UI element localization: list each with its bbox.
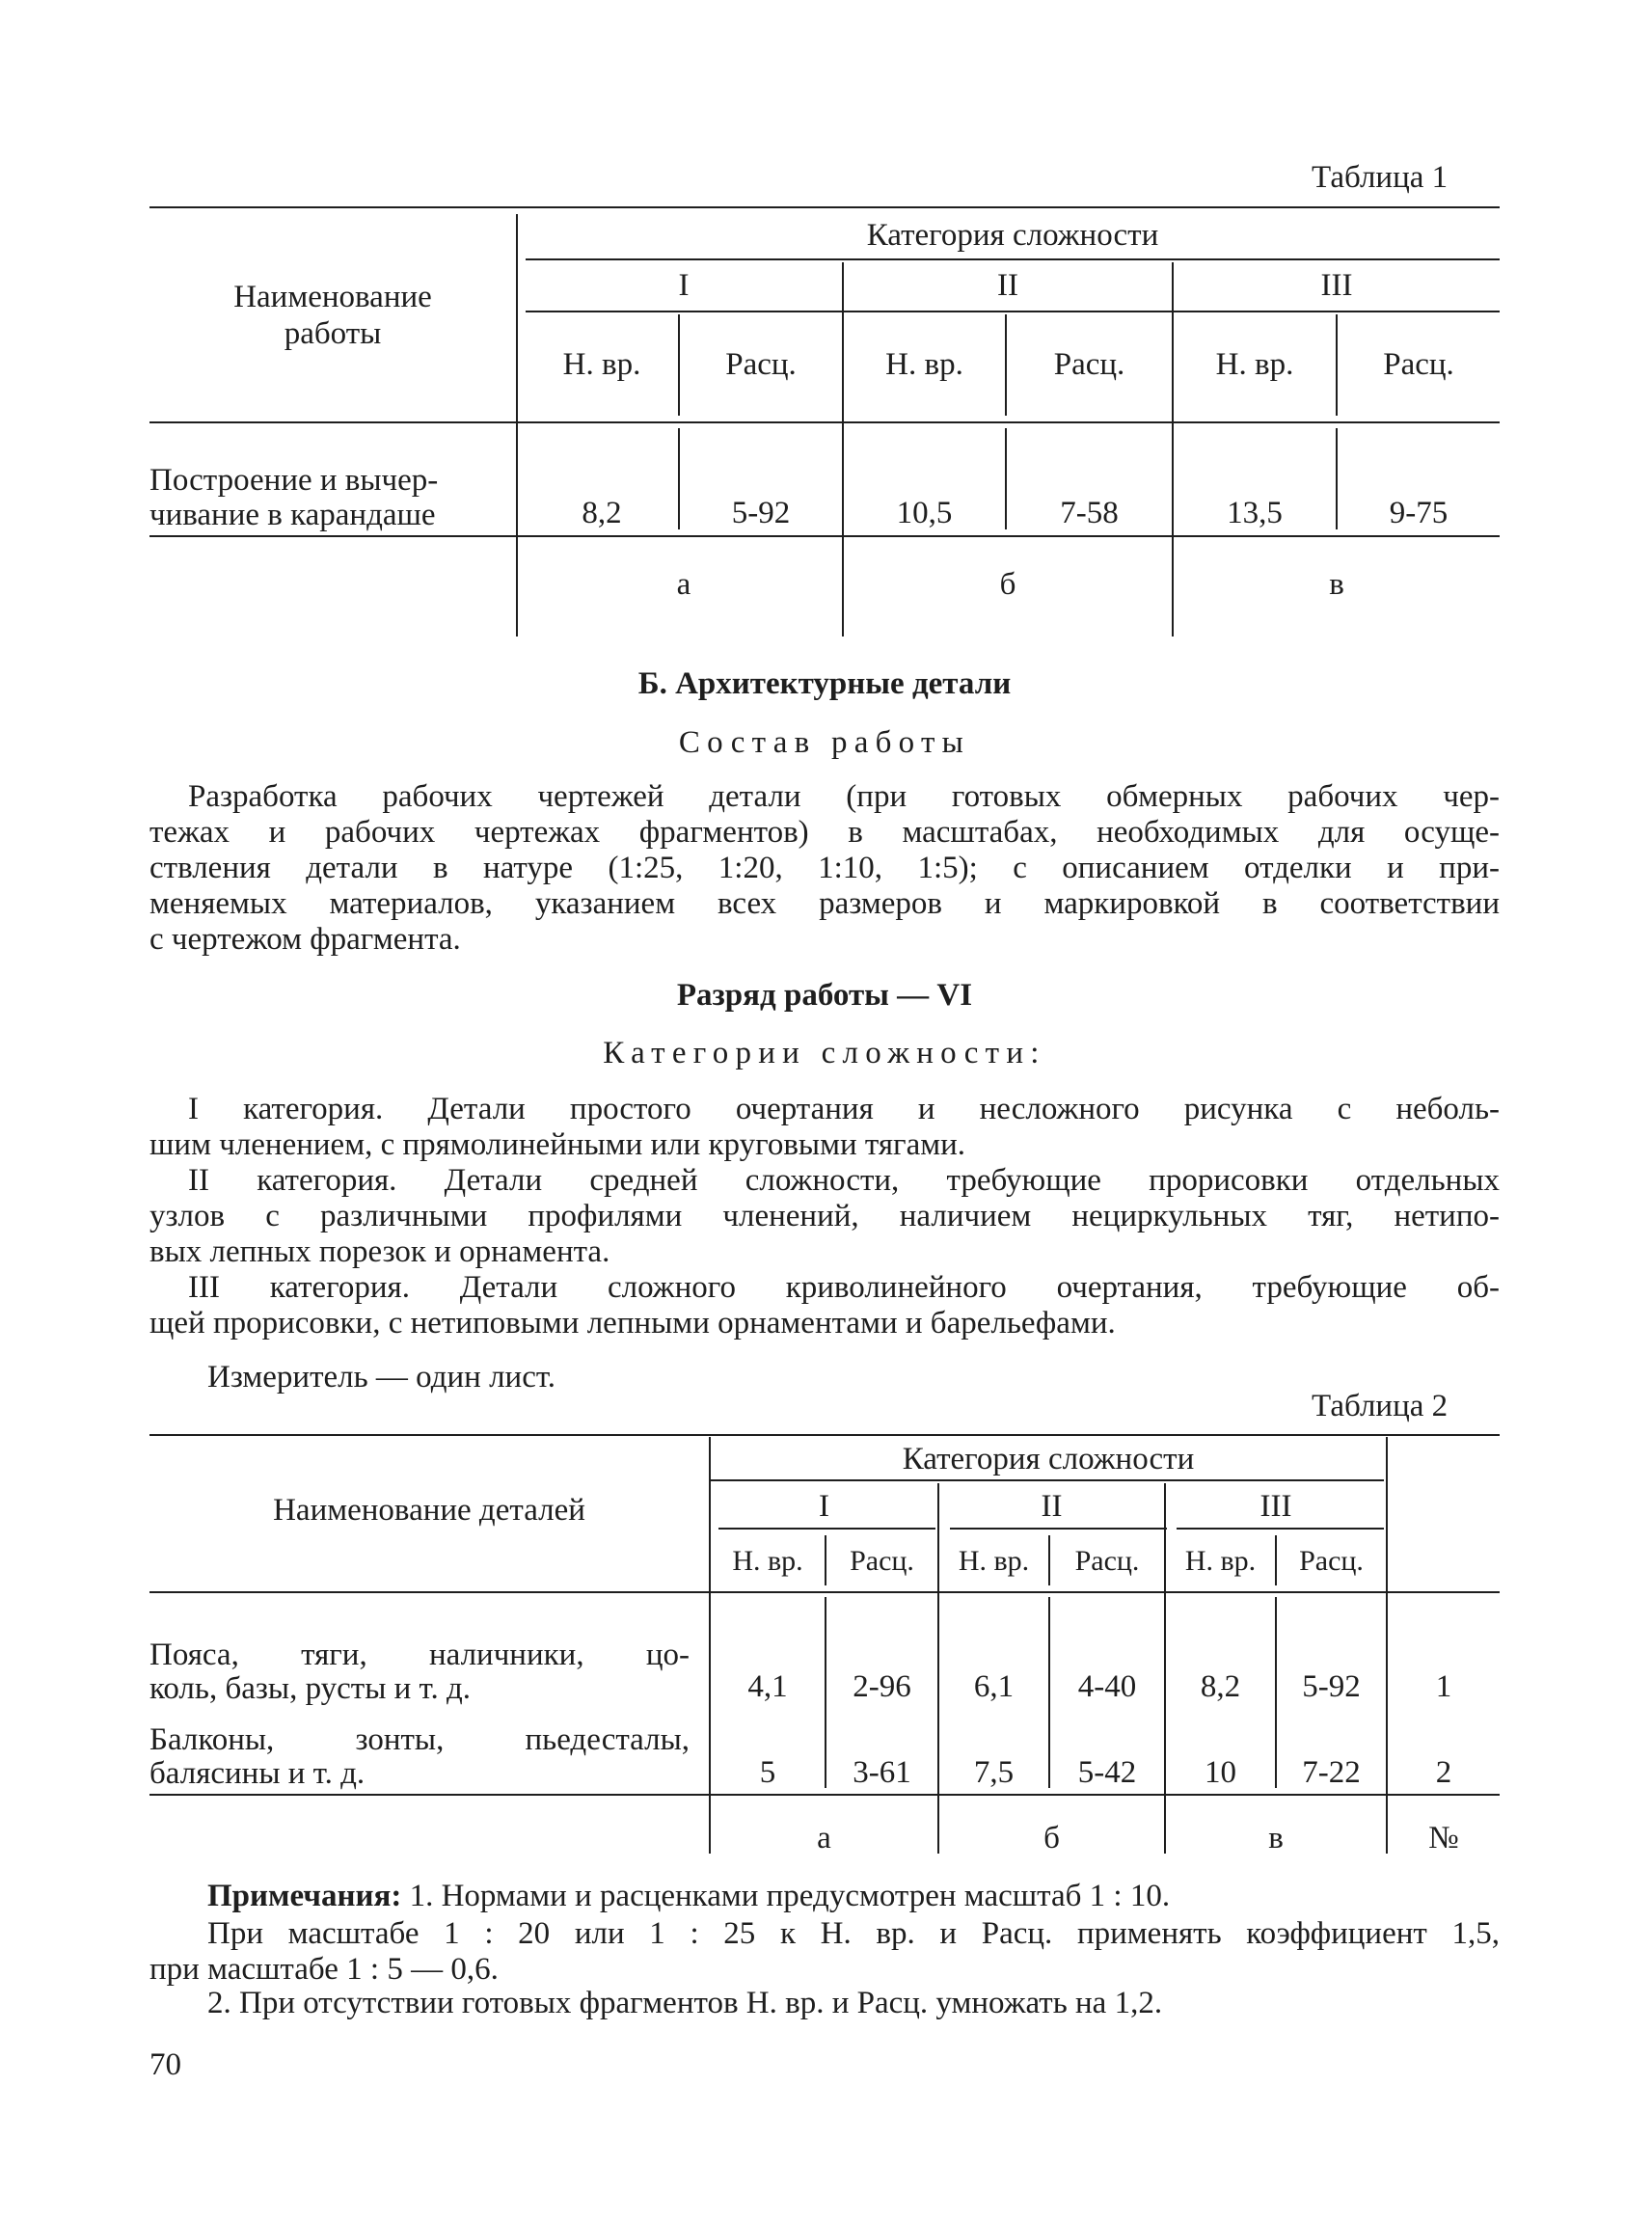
table2-row-number: 1 bbox=[1435, 1669, 1452, 1704]
table1-top-rule bbox=[149, 206, 1500, 208]
page-number: 70 bbox=[149, 2047, 181, 2082]
table1-body-rule bbox=[149, 535, 1500, 537]
table1-footer-letter: б bbox=[999, 567, 1016, 602]
grade: Разряд работы — VI bbox=[676, 978, 973, 1013]
table1-cell: 5-92 bbox=[731, 496, 791, 530]
table2-vrule bbox=[1386, 1437, 1388, 1854]
note-line: 2. При отсутствии готовых фрагментов Н. вр. и Расц. умножать на 1,2. bbox=[207, 1986, 1163, 2020]
table2-level-rule bbox=[1177, 1528, 1384, 1530]
table1-caption: Таблица 1 bbox=[1312, 160, 1449, 195]
table2-name-header: Наименование деталей bbox=[273, 1493, 585, 1528]
table1-subheader: Расц. bbox=[1053, 347, 1125, 382]
table2-cell: 4-40 bbox=[1077, 1669, 1137, 1704]
note-line: При масштабе 1 : 20 или 1 : 25 к Н. вр. и Расц. применять коэффициент 1,5, bbox=[207, 1916, 1500, 1951]
table2-cell: 10 bbox=[1205, 1755, 1236, 1790]
table2-subheader: Расц. bbox=[1299, 1545, 1364, 1577]
table2-row-name: коль, базы, русты и т. д. bbox=[149, 1671, 472, 1706]
table2-category-rule bbox=[709, 1479, 1384, 1481]
table1-subheader: Расц. bbox=[1383, 347, 1454, 382]
table2-row-name: Балконы, зонты, пьедесталы, bbox=[149, 1722, 690, 1757]
table1-cell: 10,5 bbox=[896, 496, 953, 530]
table2-footer-number-label: № bbox=[1428, 1821, 1459, 1855]
note-line: при масштабе 1 : 5 — 0,6. bbox=[149, 1952, 499, 1987]
notes-label: Примечания: bbox=[207, 1879, 402, 1913]
table2-footer-letter: б bbox=[1043, 1821, 1060, 1855]
table2-subheader: Н. вр. bbox=[732, 1545, 803, 1577]
table2-cell: 4,1 bbox=[747, 1669, 788, 1704]
table2-cell: 5-92 bbox=[1302, 1669, 1361, 1704]
table2-cell: 8,2 bbox=[1200, 1669, 1241, 1704]
table2-cell: 5 bbox=[759, 1755, 776, 1790]
table2-category-level: III bbox=[1259, 1489, 1292, 1524]
table2-subheader: Расц. bbox=[1074, 1545, 1140, 1577]
table2-cell: 5-42 bbox=[1077, 1755, 1137, 1790]
table1-subheader: Н. вр. bbox=[1215, 347, 1294, 382]
table2-row-number: 2 bbox=[1435, 1755, 1452, 1790]
table1-vrule bbox=[516, 214, 518, 637]
table2-subheader: Н. вр. bbox=[1184, 1545, 1257, 1577]
table2-row-name: балясины и т. д. bbox=[149, 1756, 366, 1791]
table2-category-header: Категория сложности bbox=[902, 1442, 1195, 1476]
table2-category-level: II bbox=[1041, 1489, 1063, 1524]
table1-subheader: Расц. bbox=[725, 347, 797, 382]
table1-cell: 7-58 bbox=[1060, 496, 1119, 530]
table2-body-rule bbox=[149, 1794, 1500, 1796]
table1-subheader: Н. вр. bbox=[885, 347, 963, 382]
table1-row-name: Построение и вычер- bbox=[149, 463, 439, 498]
table2-vrule bbox=[937, 1483, 939, 1854]
table2-subheader: Расц. bbox=[850, 1545, 914, 1577]
table2-top-rule bbox=[149, 1434, 1500, 1436]
table1-level-rule bbox=[526, 311, 1500, 312]
table2-footer-letter: в bbox=[1268, 1821, 1284, 1855]
table2-subheader: Н. вр. bbox=[958, 1545, 1030, 1577]
table2-category-level: I bbox=[819, 1489, 829, 1524]
table2-cell: 2-96 bbox=[853, 1669, 911, 1704]
table2-caption: Таблица 2 bbox=[1312, 1389, 1449, 1423]
table1-footer-letter: а bbox=[676, 567, 691, 602]
table1-category-level: III bbox=[1320, 268, 1353, 303]
table2-level-rule bbox=[718, 1528, 935, 1530]
table2-row-name: Пояса, тяги, наличники, цо- bbox=[149, 1638, 690, 1672]
table2-cell: 7,5 bbox=[973, 1755, 1015, 1790]
note-line: 1. Нормами и расценками предусмотрен масштаб 1 : 10. bbox=[409, 1879, 1171, 1913]
table2-vrule bbox=[1164, 1483, 1166, 1854]
table1-cell: 13,5 bbox=[1227, 496, 1283, 530]
section-title: Б. Архитектурные детали bbox=[637, 666, 1012, 701]
table1-footer-letter: в bbox=[1329, 567, 1344, 602]
measure: Измеритель — один лист. bbox=[207, 1360, 556, 1395]
composition-heading: Состав работы bbox=[678, 725, 971, 760]
table1-name-header: работы bbox=[284, 316, 382, 351]
table1-name-header: Наименование bbox=[233, 280, 432, 314]
table1-category-header: Категория сложности bbox=[866, 218, 1159, 253]
table1-row-name: чивание в карандаше bbox=[149, 498, 436, 532]
table2-cell: 7-22 bbox=[1302, 1755, 1361, 1790]
table1-cell: 9-75 bbox=[1389, 496, 1449, 530]
categories-heading: Категории сложности: bbox=[603, 1036, 1046, 1070]
table1-header-rule bbox=[149, 421, 1500, 423]
table1-category-level: I bbox=[678, 268, 690, 303]
table2-level-rule bbox=[950, 1528, 1167, 1530]
table2-cell: 3-61 bbox=[853, 1755, 911, 1790]
table2-cell: 6,1 bbox=[973, 1669, 1015, 1704]
table1-category-level: II bbox=[997, 268, 1018, 303]
table2-header-rule bbox=[149, 1591, 1500, 1593]
table1-subheader: Н. вр. bbox=[562, 347, 641, 382]
table1-cell: 8,2 bbox=[582, 496, 622, 530]
table1-category-rule bbox=[526, 258, 1500, 260]
table2-footer-letter: а bbox=[817, 1821, 831, 1855]
